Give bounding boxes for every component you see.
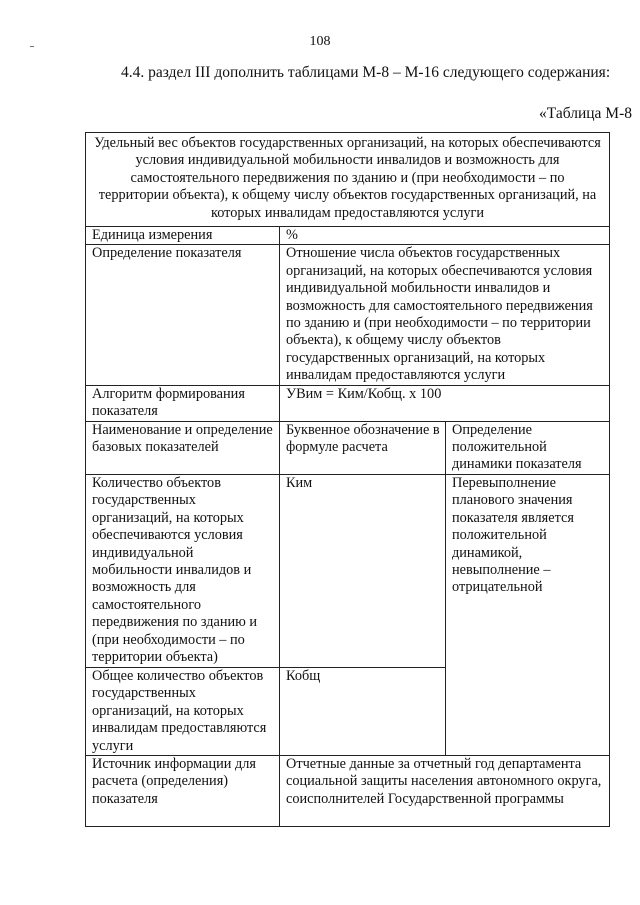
source-label: Источник информации для расчета (определения) показателя (86, 755, 280, 826)
source-value: Отчетные данные за отчетный год департамента социальной защиты населения автономного округа, соисполнителей Государственной программы (280, 755, 610, 826)
algorithm-row (86, 385, 610, 421)
indicator-kobshch-name: Общее количество объектов государственных организаций, на которых инвалидам предоставляются услуги (86, 667, 280, 755)
definition-value: Отношение числа объектов государственных организаций, на которых обеспечиваются условия индивидуальной мобильности инвалидов и возможность для самостоятельного передвижения по зданию и (при необходимости – по территории объекта), к общему числу объектов государственных организаций, на которых инвалидам предоставляются услуги (280, 245, 610, 385)
page-number: 108 (309, 34, 331, 49)
definition-row (86, 245, 610, 385)
indicator-kim-name: Количество объектов государственных организаций, на которых обеспечиваются условия индивидуальной мобильности инвалидов и возможность для самостоятельного передвижения по зданию и (при необходимости – по территории объекта) (86, 474, 280, 667)
unit-label: Единица измерения (86, 227, 280, 245)
table-caption: «Таблица М-8 (539, 105, 632, 122)
algorithm-label: Алгоритм формирования показателя (86, 385, 280, 421)
source-row (86, 755, 610, 826)
algorithm-formula: УВим = Ким/Кобщ. х 100 (280, 385, 610, 421)
base-indicators-label: Наименование и определение базовых показателей (86, 421, 280, 474)
unit-value: % (280, 227, 610, 245)
base-indicators-header-row (86, 421, 610, 474)
intro-paragraph: 4.4. раздел III дополнить таблицами М-8 – М-16 следующего содержания: (121, 64, 611, 81)
definition-label: Определение показателя (86, 245, 280, 385)
table-title: Удельный вес объектов государственных организаций, на которых обеспечиваются условия индивидуальной мобильности инвалидов и возможность для самостоятельного передвижения по зданию и (при необходимости – по территории объекта), к общему числу объектов государственных организаций, на которых инвалидам предоставляются услуги (86, 133, 610, 227)
unit-row (86, 227, 610, 245)
indicator-table (85, 132, 610, 827)
dynamics-definition: Перевыполнение планового значения показателя является положительной динамикой, невыполнение – отрицательной (446, 474, 610, 755)
table-title-row (86, 133, 610, 227)
indicator-kim-symbol: Ким (280, 474, 446, 667)
symbol-column-header: Буквенное обозначение в формуле расчета (280, 421, 446, 474)
indicator-kobshch-symbol: Кобщ (280, 667, 446, 755)
indicator-row-kim (86, 474, 610, 667)
dynamics-column-header: Определение положительной динамики показателя (446, 421, 610, 474)
